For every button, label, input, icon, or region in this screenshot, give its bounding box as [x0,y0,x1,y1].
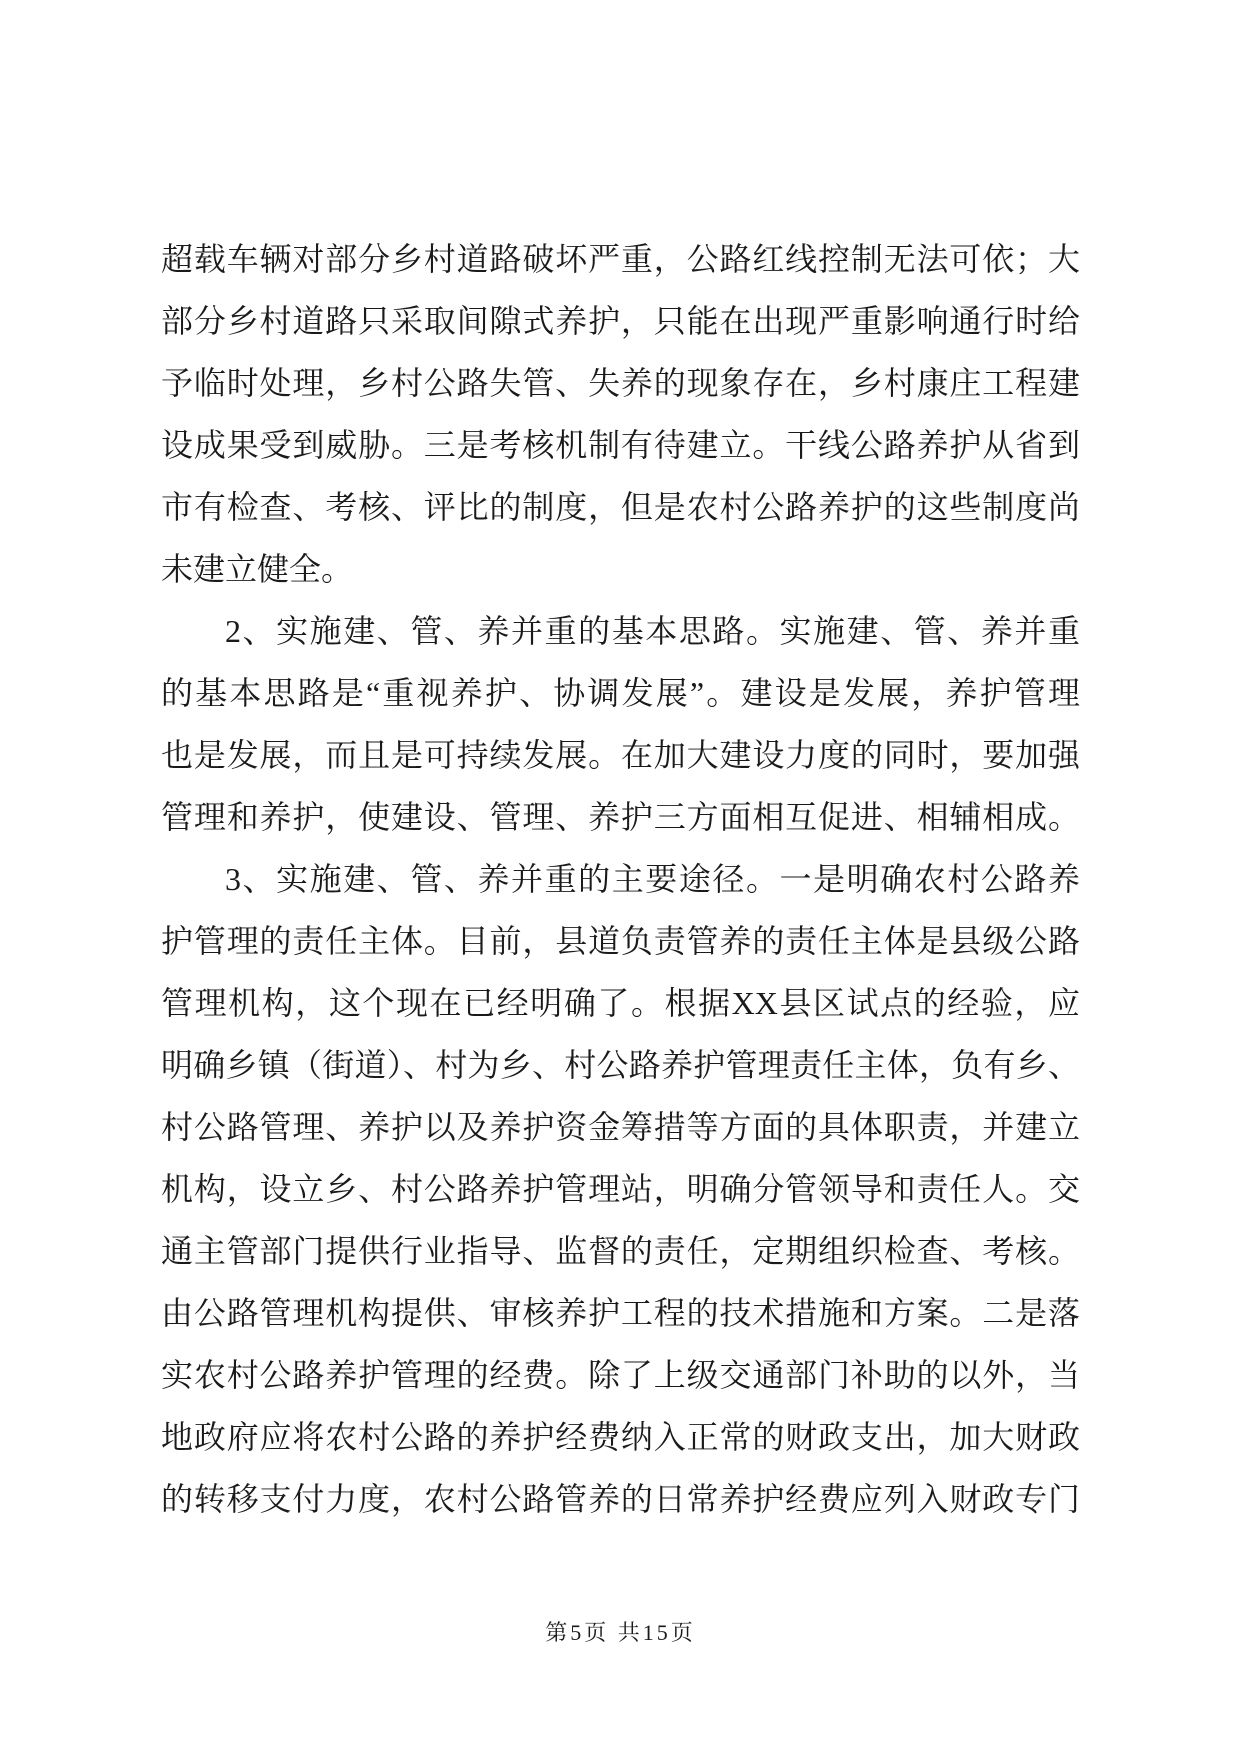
text-line: 予临时处理，乡村公路失管、失养的现象存在，乡村康庄工程建 [161,365,1080,401]
text-line: 设成果受到威胁。三是考核机制有待建立。干线公路养护从省到 [161,427,1080,463]
text-line: 部分乡村道路只采取间隙式养护，只能在出现严重影响通行时给 [161,303,1080,339]
text-line: 也是发展，而且是可持续发展。在加大建设力度的同时，要加强 [161,737,1080,773]
text-line: 2、实施建、管、养并重的基本思路。实施建、管、养并重 [225,613,1080,649]
text-line: 实农村公路养护管理的经费。除了上级交通部门补助的以外，当 [161,1357,1080,1393]
text-line: 超载车辆对部分乡村道路破坏严重，公路红线控制无法可依；大 [161,241,1080,277]
text-body [161,228,1080,1530]
text-line: 由公路管理机构提供、审核养护工程的技术措施和方案。二是落 [161,1295,1080,1331]
text-line: 3、实施建、管、养并重的主要途径。一是明确农村公路养 [225,861,1080,897]
page-number-label: 第5页 共15页 [545,1620,696,1645]
text-line: 地政府应将农村公路的养护经费纳入正常的财政支出，加大财政 [161,1419,1080,1455]
page-footer [161,1617,1080,1649]
text-line: 通主管部门提供行业指导、监督的责任，定期组织检查、考核。 [161,1233,1080,1269]
text-line: 管理和养护，使建设、管理、养护三方面相互促进、相辅相成。 [161,799,1080,835]
text-line: 管理机构，这个现在已经明确了。根据XX县区试点的经验，应 [161,985,1080,1021]
text-line: 的转移支付力度，农村公路管养的日常养护经费应列入财政专门 [161,1481,1080,1517]
text-line: 明确乡镇（街道）、村为乡、村公路养护管理责任主体，负有乡、 [161,1047,1080,1083]
text-line: 市有检查、考核、评比的制度，但是农村公路养护的这些制度尚 [161,489,1080,525]
text-line: 机构，设立乡、村公路养护管理站，明确分管领导和责任人。交 [161,1171,1080,1207]
text-line: 的基本思路是“重视养护、协调发展”。建设是发展，养护管理 [161,675,1080,711]
text-line: 未建立健全。 [161,551,354,587]
text-line: 护管理的责任主体。目前，县道负责管养的责任主体是县级公路 [161,923,1080,959]
text-line: 村公路管理、养护以及养护资金筹措等方面的具体职责，并建立 [161,1109,1080,1145]
